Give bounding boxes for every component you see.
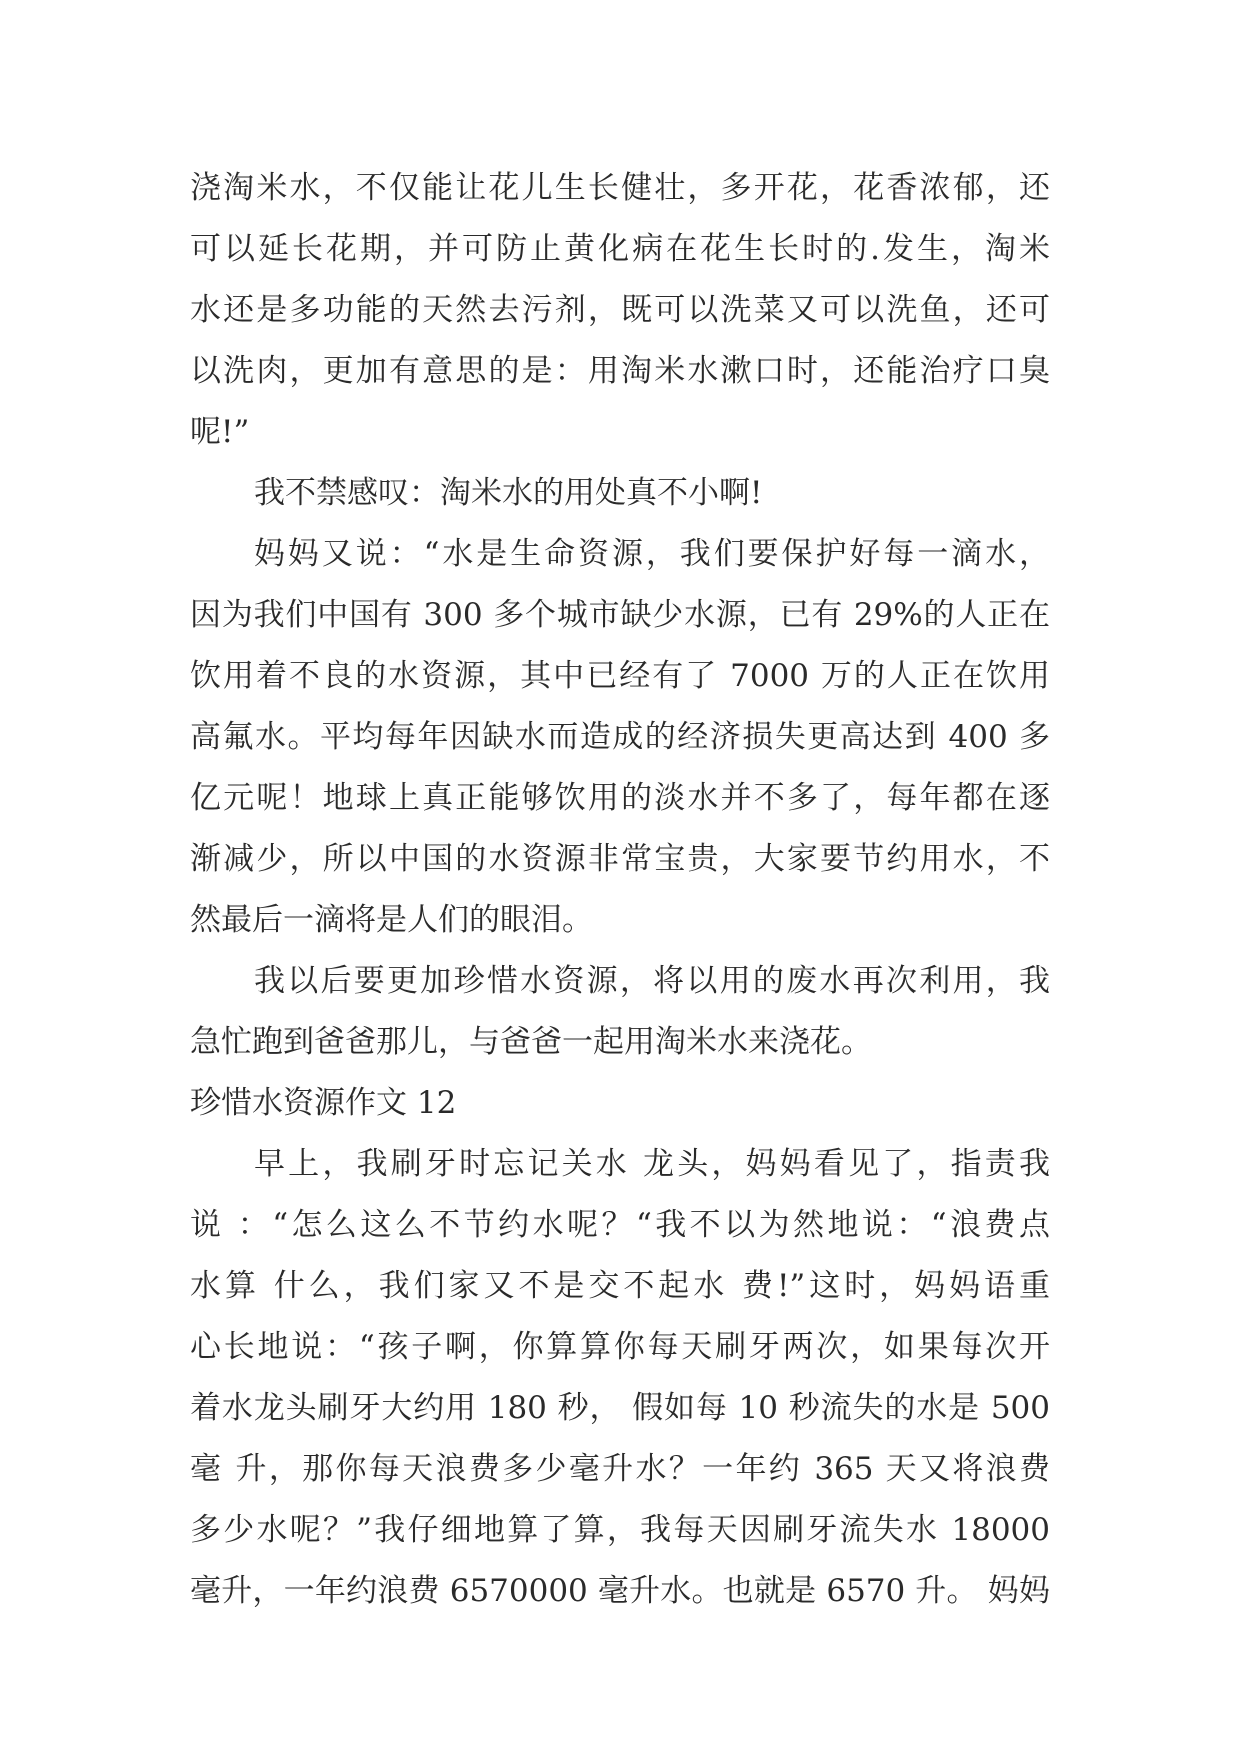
text-line: 可以延长花期，并可防止黄化病在花生长时的.发生，淘米 — [190, 231, 1050, 267]
text-line: 亿元呢！地球上真正能够饮用的淡水并不多了，每年都在逐 — [190, 780, 1050, 816]
text-line: 着水龙头刷牙大约用 180 秒， 假如每 10 秒流失的水是 500 — [190, 1390, 1050, 1426]
text-line: 急忙跑到爸爸那儿，与爸爸一起用淘米水来浇花。 — [190, 1024, 872, 1060]
text-line: 高氟水。平均每年因缺水而造成的经济损失更高达到 400 多 — [190, 719, 1050, 755]
text-line: 毫升，一年约浪费 6570000 毫升水。也就是 6570 升。 妈妈 — [190, 1573, 1050, 1609]
text-line: 珍惜水资源作文 12 — [190, 1085, 457, 1121]
text-line: 多少水呢？”我仔细地算了算，我每天因刷牙流失水 18000 — [190, 1512, 1050, 1548]
text-line: 妈妈又说：“水是生命资源，我们要保护好每一滴水， — [254, 536, 1050, 572]
text-line: 以洗肉，更加有意思的是：用淘米水漱口时，还能治疗口臭 — [190, 353, 1050, 389]
text-line: 我以后要更加珍惜水资源，将以用的废水再次利用，我 — [254, 963, 1050, 999]
document-body — [190, 158, 1050, 1622]
text-line: 因为我们中国有 300 多个城市缺少水源，已有 29%的人正在 — [190, 597, 1050, 633]
text-line: 毫 升，那你每天浪费多少毫升水？一年约 365 天又将浪费 — [190, 1451, 1050, 1487]
text-line: 渐减少，所以中国的水资源非常宝贵，大家要节约用水，不 — [190, 841, 1050, 877]
text-line: 水算 什么，我们家又不是交不起水 费!”这时，妈妈语重 — [190, 1268, 1050, 1304]
text-line: 然最后一滴将是人们的眼泪。 — [190, 902, 593, 938]
text-line: 呢!” — [190, 414, 250, 450]
text-line: 我不禁感叹：淘米水的用处真不小啊! — [254, 475, 763, 511]
text-line: 浇淘米水，不仅能让花儿生长健壮，多开花，花香浓郁，还 — [190, 170, 1050, 206]
text-line: 饮用着不良的水资源，其中已经有了 7000 万的人正在饮用 — [190, 658, 1050, 694]
text-line: 水还是多功能的天然去污剂，既可以洗菜又可以洗鱼，还可 — [190, 292, 1050, 328]
text-line: 说 ：“怎么这么不节约水呢？“我不以为然地说：“浪费点 — [190, 1207, 1050, 1243]
text-line: 心长地说：“孩子啊，你算算你每天刷牙两次，如果每次开 — [190, 1329, 1050, 1365]
text-line: 早上，我刷牙时忘记关水 龙头，妈妈看见了，指责我 — [254, 1146, 1050, 1182]
